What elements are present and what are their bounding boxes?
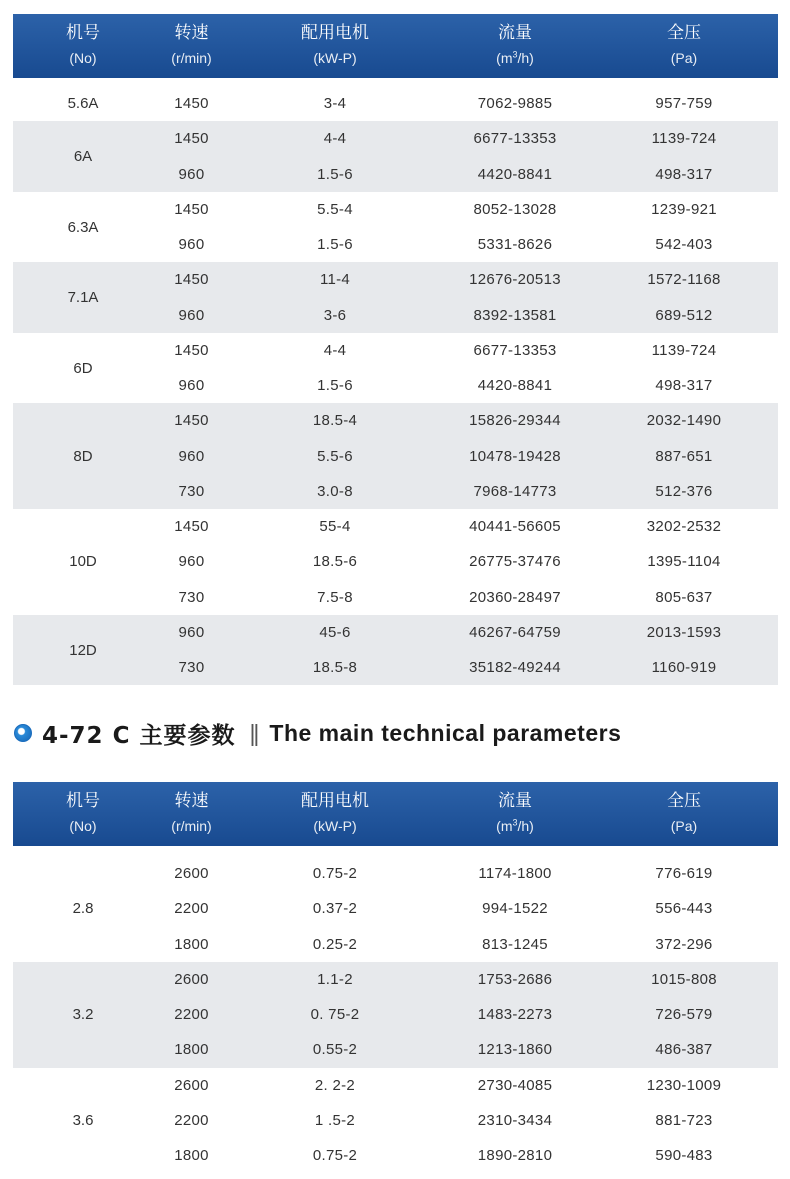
motor-cell: 45-6 — [319, 623, 351, 641]
motor-cell: 0.75-2 — [312, 1147, 358, 1165]
pressure-cell: 590-483 — [655, 1147, 713, 1165]
flow-cell: 1753-2686 — [477, 970, 553, 988]
table-row — [153, 891, 778, 926]
speed-cell: 1800 — [174, 935, 209, 953]
model-cell: 12D — [69, 641, 97, 659]
speed-cell: 960 — [178, 165, 205, 183]
flow-cell: 35182-49244 — [469, 659, 561, 677]
table-row — [153, 298, 778, 333]
motor-cell: 3-4 — [323, 95, 347, 113]
speed-cell: 1450 — [174, 130, 209, 148]
motor-cell: 2. 2-2 — [314, 1076, 356, 1094]
model-cell: 2.8 — [72, 900, 94, 918]
header-motor: 配用电机 (kW-P) — [301, 791, 369, 834]
header-model: 机号 (No) — [66, 23, 100, 66]
table-row — [153, 86, 778, 121]
motor-cell: 0.75-2 — [312, 865, 358, 883]
speed-cell: 2600 — [174, 970, 209, 988]
pressure-cell: 498-317 — [655, 377, 713, 395]
speed-cell: 1450 — [174, 95, 209, 113]
speed-cell: 960 — [178, 623, 205, 641]
speed-cell: 730 — [178, 659, 205, 677]
pressure-cell: 1160-919 — [651, 659, 717, 677]
bullet-icon — [14, 724, 32, 742]
flow-cell: 15826-29344 — [469, 412, 561, 430]
model-cell: 8D — [73, 447, 93, 465]
flow-cell: 7968-14773 — [473, 482, 557, 500]
flow-cell: 46267-64759 — [469, 623, 561, 641]
table-row — [153, 856, 778, 891]
motor-cell: 1 .5-2 — [314, 1111, 356, 1129]
motor-cell: 1.1-2 — [317, 970, 353, 988]
table-row — [153, 962, 778, 997]
speed-cell: 1450 — [174, 518, 209, 536]
header-speed: 转速 (r/min) — [171, 791, 212, 834]
motor-cell: 4-4 — [323, 341, 347, 359]
table-row — [153, 997, 778, 1032]
pressure-cell: 1230-1009 — [646, 1076, 722, 1094]
flow-cell: 20360-28497 — [469, 588, 561, 606]
motor-cell: 4-4 — [323, 130, 347, 148]
table-body — [13, 846, 778, 1173]
model-cell: 6A — [73, 148, 93, 165]
pressure-cell: 1139-724 — [651, 341, 717, 359]
flow-cell: 813-1245 — [482, 935, 548, 953]
speed-cell: 730 — [178, 588, 205, 606]
model-group — [13, 403, 778, 509]
table-row — [153, 439, 778, 474]
motor-cell: 18.5-4 — [312, 412, 358, 430]
table-row — [153, 227, 778, 262]
pressure-cell: 1572-1168 — [647, 271, 721, 289]
motor-cell: 0.25-2 — [312, 935, 358, 953]
flow-cell: 12676-20513 — [469, 271, 561, 289]
table-row — [153, 580, 778, 615]
table-row — [153, 927, 778, 962]
section-title-separator: || — [249, 719, 258, 746]
pressure-cell: 1395-1104 — [647, 553, 721, 571]
model-group — [13, 192, 778, 263]
motor-cell: 0.55-2 — [312, 1041, 358, 1059]
flow-cell: 8392-13581 — [473, 306, 557, 324]
pressure-cell: 881-723 — [655, 1111, 713, 1129]
speed-cell: 2200 — [174, 900, 209, 918]
model-cell: 3.6 — [72, 1111, 94, 1129]
speed-cell: 2200 — [174, 1111, 209, 1129]
motor-cell: 1.5-6 — [317, 236, 353, 254]
table-row — [153, 1068, 778, 1103]
motor-cell: 7.5-8 — [317, 588, 353, 606]
pressure-cell: 689-512 — [655, 306, 713, 324]
parameters-table-1 — [13, 14, 778, 685]
flow-cell: 994-1522 — [482, 900, 548, 918]
model-group — [13, 86, 778, 121]
flow-cell: 5331-8626 — [477, 236, 553, 254]
flow-cell: 7062-9885 — [477, 95, 553, 113]
speed-cell: 960 — [178, 236, 205, 254]
model-group — [13, 1068, 778, 1174]
pressure-cell: 498-317 — [655, 165, 713, 183]
flow-cell: 4420-8841 — [477, 165, 553, 183]
speed-cell: 1450 — [174, 341, 209, 359]
model-cell: 5.6A — [67, 95, 99, 113]
table-row — [153, 192, 778, 227]
model-cell: 3.2 — [72, 1006, 94, 1024]
motor-cell: 18.5-8 — [312, 659, 358, 677]
model-cell: 10D — [69, 553, 97, 571]
speed-cell: 1800 — [174, 1041, 209, 1059]
motor-cell: 1.5-6 — [317, 165, 353, 183]
parameters-table-2 — [13, 782, 778, 1173]
header-pressure: 全压 (Pa) — [667, 791, 701, 834]
speed-cell: 1450 — [174, 271, 209, 289]
section-title-en: The main technical parameters — [269, 719, 622, 746]
model-group — [13, 856, 778, 962]
model-group — [13, 333, 778, 404]
table-row — [153, 1032, 778, 1067]
table-row — [153, 474, 778, 509]
motor-cell: 3-6 — [323, 306, 347, 324]
flow-cell: 2730-4085 — [477, 1076, 553, 1094]
model-group — [13, 262, 778, 333]
pressure-cell: 1239-921 — [651, 200, 717, 218]
motor-cell: 11-4 — [319, 271, 351, 289]
flow-cell: 40441-56605 — [469, 518, 561, 536]
speed-cell: 730 — [178, 482, 205, 500]
motor-cell: 5.5-6 — [317, 447, 353, 465]
motor-cell: 0.37-2 — [312, 900, 358, 918]
pressure-cell: 957-759 — [655, 95, 713, 113]
pressure-cell: 776-619 — [655, 865, 713, 883]
model-group — [13, 615, 778, 686]
section-title-zh: 4-72 C 主要参数 — [42, 722, 236, 749]
table-body — [13, 78, 778, 685]
header-speed: 转速 (r/min) — [171, 23, 212, 66]
flow-cell: 1213-1860 — [477, 1041, 553, 1059]
motor-cell: 18.5-6 — [312, 553, 358, 571]
flow-cell: 1174-1800 — [478, 865, 552, 883]
motor-cell: 5.5-4 — [317, 200, 353, 218]
flow-cell: 4420-8841 — [477, 377, 553, 395]
header-pressure: 全压 (Pa) — [667, 23, 701, 66]
header-flow: 流量 $(m^3/h)$ — [496, 791, 534, 834]
table-header — [13, 782, 778, 846]
flow-cell: 6677-13353 — [473, 341, 557, 359]
table-row — [153, 650, 778, 685]
flow-cell: 26775-37476 — [469, 553, 561, 571]
table-row — [153, 1138, 778, 1173]
model-cell: 6.3A — [67, 218, 99, 236]
flow-cell: 8052-13028 — [473, 200, 557, 218]
header-model: 机号 (No) — [66, 791, 100, 834]
section-title — [14, 716, 621, 750]
table-header — [13, 14, 778, 78]
pressure-cell: 542-403 — [655, 236, 713, 254]
pressure-cell: 2013-1593 — [646, 623, 722, 641]
table-row — [153, 157, 778, 192]
motor-cell: 55-4 — [319, 518, 351, 536]
pressure-cell: 1139-724 — [651, 130, 717, 148]
header-flow: 流量 $(m^3/h)$ — [496, 23, 534, 66]
pressure-cell: 887-651 — [655, 447, 713, 465]
table-row — [153, 1103, 778, 1138]
pressure-cell: 1015-808 — [651, 970, 717, 988]
speed-cell: 1450 — [174, 200, 209, 218]
speed-cell: 2600 — [174, 1076, 209, 1094]
flow-cell: 6677-13353 — [473, 130, 557, 148]
motor-cell: 1.5-6 — [317, 377, 353, 395]
flow-cell: 1483-2273 — [477, 1006, 553, 1024]
pressure-cell: 372-296 — [655, 935, 713, 953]
flow-cell: 2310-3434 — [477, 1111, 553, 1129]
speed-cell: 1450 — [174, 412, 209, 430]
speed-cell: 960 — [178, 447, 205, 465]
pressure-cell: 726-579 — [655, 1006, 713, 1024]
motor-cell: 0. 75-2 — [310, 1006, 360, 1024]
table-row — [153, 333, 778, 368]
pressure-cell: 486-387 — [655, 1041, 713, 1059]
table-row — [153, 121, 778, 156]
model-cell: 6D — [73, 359, 93, 377]
model-group — [13, 509, 778, 615]
model-group — [13, 962, 778, 1068]
table-row — [153, 368, 778, 403]
pressure-cell: 512-376 — [655, 482, 713, 500]
model-cell: 7.1A — [67, 289, 99, 306]
speed-cell: 960 — [178, 377, 205, 395]
model-group — [13, 121, 778, 192]
pressure-cell: 2032-1490 — [646, 412, 722, 430]
speed-cell: 1800 — [174, 1147, 209, 1165]
table-row — [153, 544, 778, 579]
table-row — [153, 403, 778, 438]
flow-cell: 10478-19428 — [469, 447, 561, 465]
speed-cell: 2600 — [174, 865, 209, 883]
table-row — [153, 509, 778, 544]
motor-cell: 3.0-8 — [317, 482, 353, 500]
speed-cell: 2200 — [174, 1006, 209, 1024]
pressure-cell: 556-443 — [655, 900, 713, 918]
speed-cell: 960 — [178, 553, 205, 571]
pressure-cell: 3202-2532 — [646, 518, 722, 536]
table-row — [153, 615, 778, 650]
speed-cell: 960 — [178, 306, 205, 324]
header-motor: 配用电机 (kW-P) — [301, 23, 369, 66]
flow-cell: 1890-2810 — [477, 1147, 553, 1165]
table-row — [153, 262, 778, 297]
pressure-cell: 805-637 — [655, 588, 713, 606]
